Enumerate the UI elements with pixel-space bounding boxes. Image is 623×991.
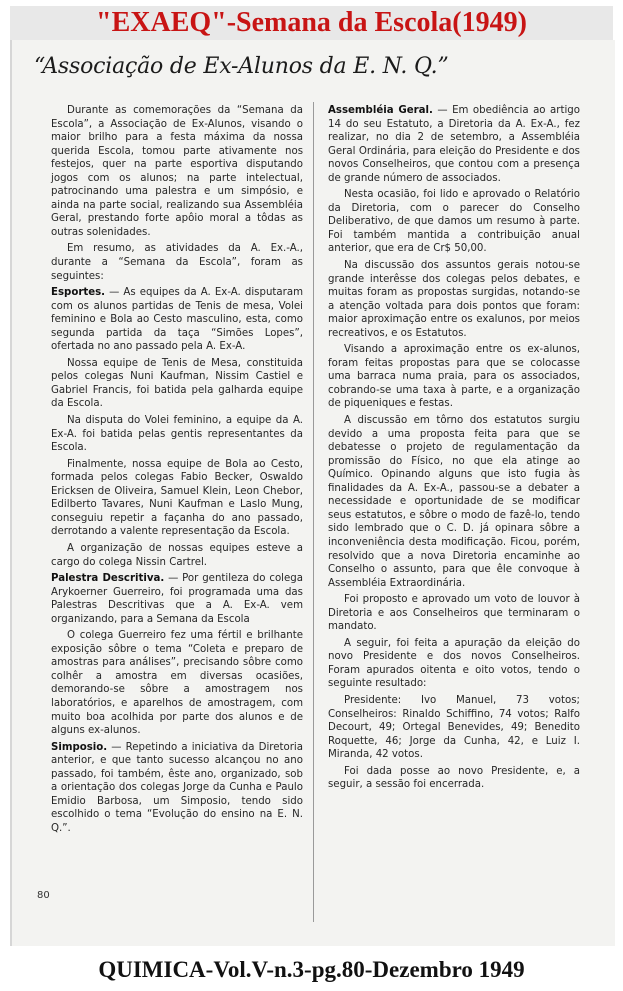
paragraph: Na disputa do Volei feminino, a equipe da A. Ex-A. foi batida pelas gentis representantes da Escola. [51, 415, 303, 454]
section-heading: Palestra Descritiva. [51, 573, 165, 585]
paragraph: Nossa equipe de Tenis de Mesa, constituida pelos colegas Nuni Kaufman, Nissim Castiel e Gabriel Francis, foi batida pela galharda equipe da Escola. [51, 357, 303, 410]
article-title: “Associação de Ex-Alunos da E. N. Q.” [34, 54, 449, 79]
paragraph: Finalmente, nossa equipe de Bola ao Cesto, formada pelos colegas Fabio Becker, Oswaldo Ericksen de Oliveira, Samuel Klein, Leon Chebor, Edilberto Tavares, Nuni Kaufman e Laslo Mung, conseguiu repetir a façanha do ano passado, derrotando a valente representação da Escola. [51, 458, 303, 538]
column-divider [313, 102, 314, 922]
paragraph: Na discussão dos assuntos gerais notou-se grande interêsse dos colegas pelos debates, e muitas foram as propostas surgidas, notando-se a atenção voltada para dois pontos que foram: maior aproximação entre os exalunos, por meios recreativos, e os Estatutos. [328, 260, 580, 339]
paragraph-text: — Em obediência ao artigo 14 do seu Estatuto, a Diretoria da A. Ex-A., fez realizar, no dia 2 de setembro, a Assembléia Geral Ordinária, para eleição do Presidente e dos novos Conselheiros, que contou com a presença de grande número de associados. [328, 105, 580, 184]
paragraph: Foi proposto e aprovado um voto de louvor à Diretoria e aos Conselheiros que terminaram o mandato. [328, 594, 580, 633]
section-esportes [51, 286, 303, 354]
paragraph: Nesta ocasião, foi lido e aprovado o Relatório da Diretoria, com o parecer do Conselho Deliberativo, de que damos um resumo à parte. Foi também mantida a contribuição anual anterior, que era de Cr$ 50,00. [328, 189, 580, 255]
paragraph-text: — Repetindo a iniciativa da Diretoria anterior, e que tanto sucesso alcançou no ano passado, foi também, êste ano, organizado, sob a orientação dos colegas Jorge da Cunha e Paulo Emidio Barbosa, um Simposio, tendo sido escolhido o tema “Evolução do ensino na E. N. Q.”. [51, 741, 303, 834]
source-citation: QUIMICA-Vol.V-n.3-pg.80-Dezembro 1949 [98, 957, 525, 982]
section-heading: Esportes. [51, 287, 106, 299]
collection-title: "EXAEQ"-Semana da Escola(1949) [10, 6, 613, 40]
section-palestra [51, 572, 303, 626]
section-heading: Assembléia Geral. [328, 105, 433, 116]
section-simposio [51, 741, 303, 836]
paragraph: Visando a aproximação entre os ex-alunos, foram feitas propostas para que se colocasse uma barraca numa praia, para os associados, cobrando-se uma taxa à parte, e a organização de piqueniques e festas. [328, 344, 580, 410]
paragraph-text: — Por gentileza do colega Arykoerner Guerreiro, foi programada uma das Palestras Descritivas que a A. Ex-A. vem organizando, para a Semana da Escola [51, 573, 303, 625]
paragraph: Durante as comemorações da “Semana da Escola”, a Associação de Ex-Alunos, visando o maior brilho para a festa máxima da nossa querida Escola, tomou parte ativamente nos festejos, quer na parte esportiva disputando jogos com os alunos; na parte intelectual, patrocinando uma palestra e um simpósio, e ainda na parte social, realizando sua Assembléia Geral, prestando forte apôio moral a tôdas as outras solenidades. [51, 105, 303, 238]
paragraph: Foi dada posse ao novo Presidente, e, a seguir, a sessão foi encerrada. [328, 765, 580, 791]
paragraph: A organização de nossas equipes esteve a cargo do colega Nissin Cartrel. [51, 542, 303, 568]
paragraph: A discussão em tôrno dos estatutos surgiu devido a uma proposta feita para que se debatesse o projeto de regulamentação da promissão do Físico, no que ela atinge ao Químico. Opinando alguns que isto fugia às finalidades da A. Ex-A., passou-se a debater a necessidade e oportunidade de se modificar seus estatutos, e sôbre o modo de fazê-lo, tendo sido lembrado que o C. D. já opinara sôbre a inconveniência desta modificação. Ficou, porém, resolvido que a nova Diretoria encaminhe ao Conselho o assunto, para que êle convoque à Assembléia Extraordinária. [328, 415, 580, 589]
paragraph: O colega Guerreiro fez uma fértil e brilhante exposição sôbre o tema “Coleta e preparo de amostras para análises”, precisando sôbre como colhêr a amostra em diversas ocasiões, demorando-se sôbre a amostragem nos laboratórios, e aparelhos de amostragem, com muito boa acolhida por parte dos alunos e de alguns ex-alunos. [51, 630, 303, 737]
section-assembleia [328, 104, 580, 185]
paragraph: A seguir, foi feita a apuração da eleição do novo Presidente e dos novos Conselheiros. Foram apurados oitenta e oito votos, tendo o seguinte resultado: [328, 637, 580, 690]
scanned-page [10, 40, 615, 946]
left-column [51, 104, 303, 904]
right-column [328, 104, 580, 934]
paragraph: Presidente: Ivo Manuel, 73 votos; Conselheiros: Rinaldo Schiffino, 74 votos; Ralfo Decourt, 49; Ortegal Benevides, 49; Benedito Roquette, 46; Jorge da Cunha, 42, e Luiz I. Miranda, 42 votos. [328, 694, 580, 761]
section-heading: Simposio. [51, 741, 108, 753]
page-number: 80 [37, 890, 50, 901]
paragraph-text: — As equipes da A. Ex-A. disputaram com os alunos partidas de Tenis de mesa, Volei feminino e Bola ao Cesto masculino, esta, como segunda partida da taça “Simões Lopes”, ofertada no ano passado pela A. Ex-A. [51, 287, 303, 353]
paragraph: Em resumo, as atividades da A. Ex.-A., durante a “Semana da Escola”, foram as seguintes: [51, 243, 303, 282]
